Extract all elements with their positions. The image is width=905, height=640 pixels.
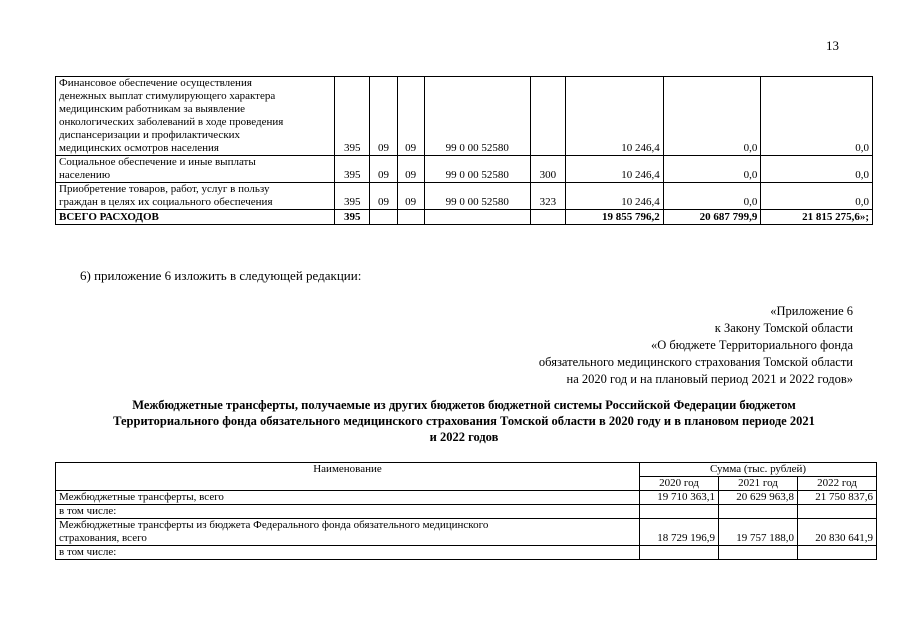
annex-line: обязательного медицинского страхования Томской области: [538, 355, 853, 369]
y2022-cell: 0,0: [761, 77, 873, 156]
sum-cell: [640, 546, 719, 560]
y2022-cell: 0,0: [761, 156, 873, 183]
row-name-line: в том числе:: [59, 505, 117, 517]
row-name-line: Межбюджетные трансферты из бюджета Федерального фонда обязательного медицинского: [59, 519, 489, 531]
page-number: 13: [826, 38, 839, 53]
col-sum-header: Сумма (тыс. рублей): [640, 463, 877, 477]
row-name-line: граждан в целях их социального обеспечения: [59, 196, 273, 208]
row-name-line: Межбюджетные трансферты, всего: [59, 491, 224, 503]
rz-cell: 09: [370, 183, 397, 210]
y2021-cell: 0,0: [663, 183, 761, 210]
pr-cell: [397, 210, 424, 225]
csr-cell: 99 0 00 52580: [424, 183, 530, 210]
vr-cell: 323: [530, 183, 565, 210]
row-name-cell: [56, 183, 335, 210]
ved-cell: 395: [335, 156, 370, 183]
sum-cell: [719, 505, 798, 519]
csr-cell: 99 0 00 52580: [424, 156, 530, 183]
heading-line: Территориального фонда обязательного медицинского страхования Томской области в 2020 году и в плановом периоде 2021: [113, 414, 815, 428]
annex-line: «О бюджете Территориального фонда: [650, 338, 853, 352]
y2021-cell: 20 687 799,9: [663, 210, 761, 225]
row-name-cell: [56, 491, 640, 505]
vr-cell: 300: [530, 156, 565, 183]
pr-cell: 09: [397, 156, 424, 183]
row-name-line: страхования, всего: [59, 532, 147, 544]
y2022-cell: 0,0: [761, 183, 873, 210]
table-row: [56, 505, 877, 519]
heading-line: и 2022 годов: [429, 430, 499, 444]
annex-line: на 2020 год и на плановый период 2021 и 2022 годов»: [566, 372, 853, 386]
expenses-table: [55, 76, 873, 225]
sum-cell: 20 629 963,8: [719, 491, 798, 505]
table-row: [56, 491, 877, 505]
rz-cell: 09: [370, 77, 397, 156]
row-name-line: медицинским работникам за выявление: [59, 103, 246, 115]
y2022-cell: 21 815 275,6»;: [761, 210, 873, 225]
sum-cell: 20 830 641,9: [798, 519, 877, 546]
table-row: [56, 77, 873, 156]
row-name-cell: [56, 546, 640, 560]
csr-cell: [424, 210, 530, 225]
table-row: [56, 183, 873, 210]
sum-cell: 19 710 363,1: [640, 491, 719, 505]
section-heading: [55, 397, 873, 445]
row-name-line: денежных выплат стимулирующего характера: [59, 90, 276, 102]
vr-cell: [530, 210, 565, 225]
y2021-cell: 0,0: [663, 156, 761, 183]
ved-cell: 395: [335, 77, 370, 156]
transfers-header-row: [56, 463, 877, 477]
transfers-table: [55, 462, 877, 560]
annex-line: к Закону Томской области: [714, 321, 853, 335]
sum-cell: [640, 505, 719, 519]
row-name-line: в том числе:: [59, 546, 117, 558]
row-name-line: населению: [59, 169, 111, 181]
y2020-cell: 10 246,4: [566, 156, 664, 183]
row-name-cell: [56, 519, 640, 546]
ved-cell: 395: [335, 183, 370, 210]
sum-cell: 19 757 188,0: [719, 519, 798, 546]
sum-cell: [719, 546, 798, 560]
row-name-line: Финансовое обеспечение осуществления: [59, 77, 252, 89]
row-name-line: диспансеризации и профилактических: [59, 129, 241, 141]
annex-line: «Приложение 6: [770, 304, 853, 318]
table-row: [56, 156, 873, 183]
rz-cell: 09: [370, 156, 397, 183]
pr-cell: 09: [397, 77, 424, 156]
row-name-line: медицинских осмотров населения: [59, 142, 219, 154]
y2020-cell: 19 855 796,2: [566, 210, 664, 225]
vr-cell: [530, 77, 565, 156]
total-label: ВСЕГО РАСХОДОВ: [56, 210, 335, 225]
year-header: 2021 год: [719, 477, 798, 491]
sum-cell: 21 750 837,6: [798, 491, 877, 505]
col-name-header: Наименование: [56, 463, 640, 491]
row-name-line: Социальное обеспечение и иные выплаты: [59, 156, 256, 168]
ved-cell: 395: [335, 210, 370, 225]
sum-cell: [798, 546, 877, 560]
amendment-paragraph: 6) приложение 6 изложить в следующей редакции:: [80, 268, 362, 283]
row-name-cell: [56, 505, 640, 519]
rz-cell: [370, 210, 397, 225]
table-row: [56, 546, 877, 560]
row-name-cell: [56, 156, 335, 183]
csr-cell: 99 0 00 52580: [424, 77, 530, 156]
year-header: 2020 год: [640, 477, 719, 491]
row-name-cell: [56, 77, 335, 156]
row-name-line: онкологических заболеваний в ходе проведения: [59, 116, 284, 128]
y2020-cell: 10 246,4: [566, 183, 664, 210]
heading-line: Межбюджетные трансферты, получаемые из других бюджетов бюджетной системы Российской Федерации бюджетом: [132, 398, 796, 412]
y2021-cell: 0,0: [663, 77, 761, 156]
y2020-cell: 10 246,4: [566, 77, 664, 156]
table-row: [56, 519, 877, 546]
total-row: [56, 210, 873, 225]
pr-cell: 09: [397, 183, 424, 210]
sum-cell: [798, 505, 877, 519]
year-header: 2022 год: [798, 477, 877, 491]
row-name-line: Приобретение товаров, работ, услуг в пользу: [59, 183, 270, 195]
annex-header: [539, 303, 853, 388]
sum-cell: 18 729 196,9: [640, 519, 719, 546]
